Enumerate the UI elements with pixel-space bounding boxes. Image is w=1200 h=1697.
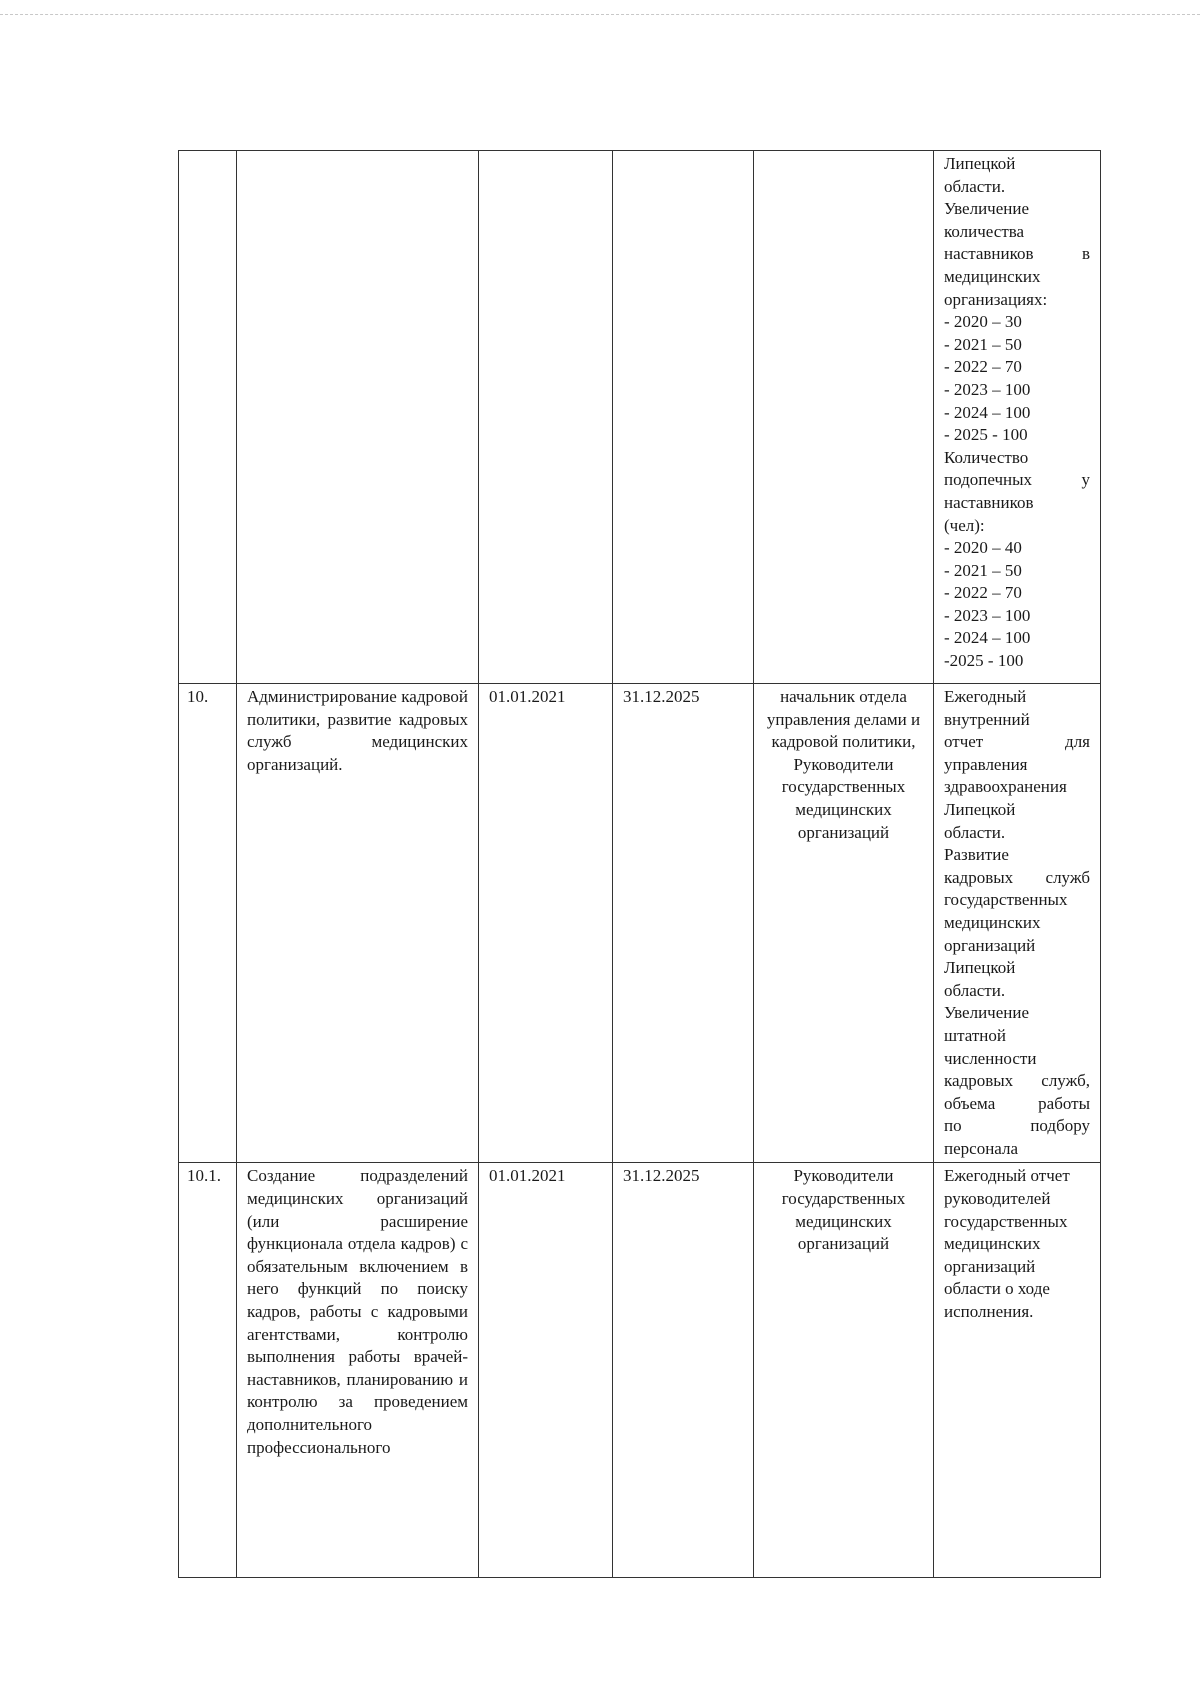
result-line: Количество (944, 447, 1029, 467)
result-line: государственных (944, 890, 1068, 910)
result-line: наставников в (944, 244, 1090, 264)
result-line: кадровых служб, (944, 1071, 1090, 1091)
result-line: области. (944, 980, 1006, 1000)
result-line: организаций (944, 1256, 1036, 1276)
result-line: Увеличение (944, 1003, 1030, 1023)
result-line: здравоохранения (944, 777, 1067, 797)
expected-result (934, 684, 1101, 1163)
result-line: Липецкой (944, 154, 1016, 173)
result-line: - 2025 - 100 (944, 425, 1028, 445)
result-line: - 2023 – 100 (944, 379, 1031, 399)
result-line: объема работы (944, 1093, 1090, 1113)
result-line: персонала (944, 1138, 1019, 1158)
result-line: (чел): (944, 515, 985, 535)
result-line: по подбору (944, 1116, 1090, 1136)
table-row (179, 684, 1101, 1163)
result-line: - 2020 – 30 (944, 312, 1022, 332)
result-line: внутренний (944, 709, 1030, 729)
start-date: 01.01.2021 (479, 684, 613, 1163)
result-line: организациях: (944, 289, 1048, 309)
result-line: - 2024 – 100 (944, 628, 1031, 648)
result-line: области о ходе (944, 1279, 1050, 1299)
plan-table (178, 150, 1101, 1578)
end-date: 31.12.2025 (613, 1163, 754, 1578)
scan-edge-line (0, 14, 1200, 15)
result-line: - 2024 – 100 (944, 402, 1031, 422)
expected-result (934, 151, 1101, 684)
result-line: численности (944, 1048, 1037, 1068)
result-line: Ежегодный отчет (944, 1166, 1070, 1186)
row-number: 10. (179, 684, 237, 1163)
result-line: организаций (944, 935, 1036, 955)
result-line: государственных (944, 1211, 1068, 1231)
result-line: Липецкой (944, 799, 1016, 819)
row-number (179, 151, 237, 684)
result-line: Ежегодный (944, 687, 1027, 706)
result-line: Липецкой (944, 958, 1016, 978)
result-line: - 2022 – 70 (944, 357, 1022, 377)
activity-name: Администрирование кадровой политики, развитие кадровых служб медицинских организаций. (237, 684, 479, 1163)
end-date: 31.12.2025 (613, 684, 754, 1163)
activity-name (237, 151, 479, 684)
end-date (613, 151, 754, 684)
result-line: - 2021 – 50 (944, 560, 1022, 580)
start-date: 01.01.2021 (479, 1163, 613, 1578)
result-line: руководителей (944, 1189, 1051, 1209)
responsible-person: начальник отдела управления делами и кадровой политики, Руководители государственных медицинских организаций (754, 684, 934, 1163)
result-line: количества (944, 221, 1025, 241)
result-line: области. (944, 822, 1006, 842)
responsible-person: Руководители государственных медицинских организаций (754, 1163, 934, 1578)
row-number: 10.1. (179, 1163, 237, 1578)
result-line: Увеличение (944, 199, 1030, 219)
expected-result (934, 1163, 1101, 1578)
start-date (479, 151, 613, 684)
result-line: Развитие (944, 845, 1009, 865)
result-line: медицинских (944, 912, 1041, 932)
result-line: -2025 - 100 (944, 651, 1024, 671)
result-line: наставников (944, 492, 1034, 512)
activity-name: Создание подразделений медицинских организаций (или расширение функционала отдела кадров) с обязательным включением в него функций по поиску кадров, работы с кадровыми агентствами, контролю выполнения работы врачей-наставников, планированию и контролю за проведением дополнительного профессионального (237, 1163, 479, 1578)
result-line: медицинских (944, 266, 1041, 286)
result-line: кадровых служб (944, 867, 1090, 887)
result-line: - 2023 – 100 (944, 605, 1031, 625)
result-line: медицинских (944, 1234, 1041, 1254)
table-row (179, 1163, 1101, 1578)
result-line: штатной (944, 1025, 1006, 1045)
result-line: подопечных у (944, 470, 1090, 490)
responsible-person (754, 151, 934, 684)
table-row (179, 151, 1101, 684)
result-line: отчет для (944, 732, 1090, 752)
result-line: - 2020 – 40 (944, 538, 1022, 558)
result-line: управления (944, 754, 1028, 774)
result-line: - 2021 – 50 (944, 334, 1022, 354)
result-line: исполнения. (944, 1302, 1034, 1322)
result-line: - 2022 – 70 (944, 583, 1022, 603)
result-line: области. (944, 176, 1006, 196)
